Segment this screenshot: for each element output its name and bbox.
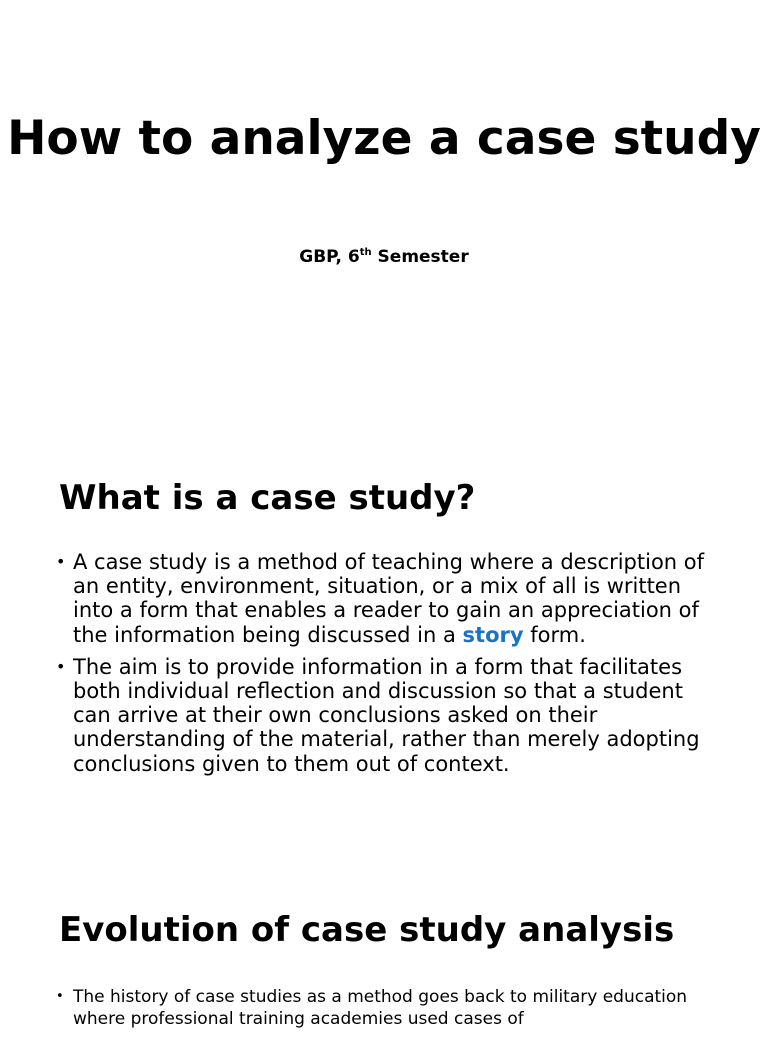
slide-heading-what-is: What is a case study?: [59, 478, 476, 518]
bullet-dot: •: [56, 656, 66, 676]
story-link[interactable]: story: [462, 622, 524, 647]
subtitle-suffix: Semester: [371, 247, 469, 267]
subtitle-prefix: GBP, 6: [299, 247, 360, 267]
bullet-list: [56, 986, 716, 1038]
bullet-text: The history of case studies as a method goes back to military education where professional training academies used cases of: [73, 987, 688, 1029]
presentation-title: How to analyze a case study: [7, 111, 761, 166]
bullet-text: The aim is to provide information in a form that facilitates both individual reflection and discussion so that a student can arrive at their own conclusions asked on their understanding of the material, rather than merely adopting conclusions given to them out of context.: [73, 654, 700, 776]
bullet-text-end: form.: [523, 622, 586, 647]
bullet-text: A case study is a method of teaching where a description of an entity, environment, situation, or a mix of all is written into a form that enables a reader to gain an appreciation of the information being discussed in a: [73, 550, 705, 647]
slide-heading-evolution: Evolution of case study analysis: [59, 910, 675, 950]
bullet-dot: •: [56, 552, 66, 571]
bullet-dot: •: [56, 989, 64, 1004]
subtitle-superscript: th: [359, 247, 372, 258]
list-item: [56, 986, 716, 1030]
